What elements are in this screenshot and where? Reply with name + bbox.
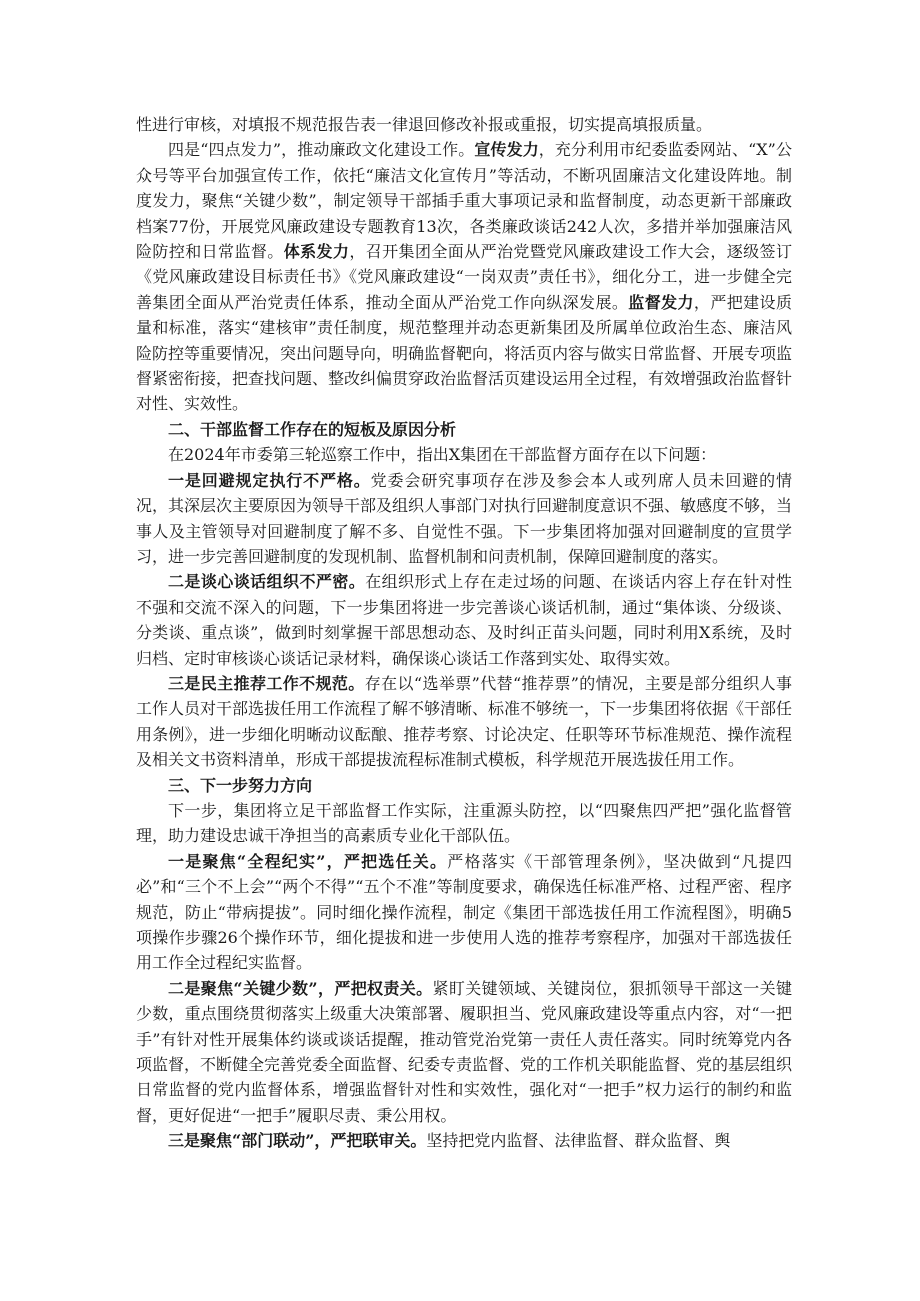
text-run: 党委会研究事项存在涉及参会本人或列席人员未回避的情况，其深层次主要原因为领导干部及组织人事部门对执行回避制度意识不强、敏感度不够，当事人及主管领导对回避制度了解不多、自觉性不强。下一步集团将加强对回避制度的宣贯学习，进一步完善回避制度的发现机制、监督机制和问责机制，保障回避制度的落实。 <box>136 470 793 566</box>
bold-run: 二、干部监督工作存在的短板及原因分析 <box>168 419 457 439</box>
paragraph <box>136 849 792 976</box>
paragraph <box>136 798 792 849</box>
bold-run: 三是民主推荐工作不规范。 <box>168 673 365 693</box>
text-run: 性进行审核，对填报不规范报告表一律退回修改补报或重报，切实提高填报质量。 <box>136 115 713 134</box>
bold-run: 三、下一步努力方向 <box>168 775 313 795</box>
paragraph <box>136 976 792 1128</box>
bold-run: 二是谈心谈话组织不严密。 <box>168 572 366 592</box>
text-run: 下一步，集团将立足干部监督工作实际，注重源头防控，以“四聚焦四严把”强化监督管理，助力建设忠诚干净担当的高素质专业化干部队伍。 <box>136 800 792 846</box>
text-run: 坚持把党内监督、法律监督、群众监督、舆 <box>426 1131 731 1151</box>
text-run: ，召开集团全面从严治党暨党风廉政建设工作大会，逐级签订《党风廉政建设目标责任书》《党风廉政建设“一岗双责”责任书》，细化分工，进一步健全完善集团全面从严治党责任体系，推动全面从严治党工作向纵深发展。 <box>136 242 792 312</box>
bold-run: 二是聚焦“关键少数”，严把权责关。 <box>168 978 433 998</box>
text-run: 存在以“选举票”代替“推荐票”的情况，主要是部分组织人事工作人员对干部选拔任用工作流程了解不够清晰、标准不够统一，下一步集团将依据《干部任用条例》，进一步细化明晰动议酝酿、推荐考察、讨论决定、任职等环节标准规范、操作流程及相关文书资料清单，形成干部提拔流程标准制式模板，科学规范开展选拔任用工作。 <box>136 673 793 770</box>
paragraph <box>136 569 792 671</box>
document-body <box>136 112 792 1154</box>
bold-run: 监督发力 <box>628 292 694 312</box>
bold-run: 一是聚焦“全程纪实”，严把选任关。 <box>168 851 448 871</box>
paragraph <box>136 1128 792 1153</box>
paragraph <box>136 468 792 570</box>
bold-run: 体系发力 <box>283 242 350 262</box>
paragraph <box>136 137 792 416</box>
bold-run: 一是回避规定执行不严格。 <box>168 470 371 490</box>
text-run: 在2024年市委第三轮巡察工作中，指出X集团在干部监督方面存在以下问题： <box>168 445 717 465</box>
text-run: 四是“四点发力”，推动廉政文化建设工作。 <box>168 140 475 160</box>
text-run: ，充分利用市纪委监委网站、“X”公众号等平台加强宣传工作，依托“廉洁文化宣传月”等活动，不断巩固廉洁文化建设阵地。制度发力，聚焦“关键少数”，制定领导干部插手重大事项记录和监督制度，动态更新干部廉政档案77份，开展党风廉政建设专题教育13次，各类廉政谈话242人次，多措并举加强廉洁风险防控和日常监督。 <box>136 140 792 262</box>
text-run: 在组织形式上存在走过场的问题、在谈话内容上存在针对性不强和交流不深入的问题，下一步集团将进一步完善谈心谈话机制，通过“集体谈、分级谈、分类谈、重点谈”，做到时刻掌握干部思想动态、及时纠正苗头问题，同时利用X系统，及时归档、定时审核谈心谈话记录材料，确保谈心谈话工作落到实处、取得实效。 <box>136 572 792 668</box>
paragraph <box>136 112 792 137</box>
paragraph <box>136 442 792 467</box>
paragraph <box>136 671 792 773</box>
section-heading <box>136 773 792 798</box>
bold-run: 三是聚焦“部门联动”，严把联审关。 <box>168 1131 427 1151</box>
bold-run: 宣传发力 <box>474 140 539 160</box>
text-run: ，严把建设质量和标准，落实“建核审”责任制度，规范整理并动态更新集团及所属单位政治生态、廉洁风险防控等重要情况，突出问题导向，明确监督靶向，将活页内容与做实日常监督、开展专项监督紧密衔接，把查找问题、整改纠偏贯穿政治监督活页建设运用全过程，有效增强政治监督针对性、实效性。 <box>136 292 793 414</box>
text-run: 紧盯关键领域、关键岗位，狠抓领导干部这一关键少数，重点围绕贯彻落实上级重大决策部署、履职担当、党风廉政建设等重点内容，对“一把手”有针对性开展集体约谈或谈话提醒，推动管党治党第一责任人责任落实。同时统筹党内各项监督，不断健全完善党委全面监督、纪委专责监督、党的工作机关职能监督、党的基层组织日常监督的党内监督体系，增强监督针对性和实效性，强化对“一把手”权力运行的制约和监督，更好促进“一把手”履职尽责、秉公用权。 <box>136 978 793 1125</box>
section-heading <box>136 417 792 442</box>
text-run: 严格落实《干部管理条例》，坚决做到“凡提四必”和“三个不上会”“两个不得”“五个不准”等制度要求，确保选任标准严格、过程严密、程序规范，防止“带病提拔”。同时细化操作流程，制定《集团干部选拔任用工作流程图》，明确5项操作步骤26个操作环节，细化提拔和进一步使用人选的推荐考察程序，加强对干部选拔任用工作全过程纪实监督。 <box>136 851 792 973</box>
